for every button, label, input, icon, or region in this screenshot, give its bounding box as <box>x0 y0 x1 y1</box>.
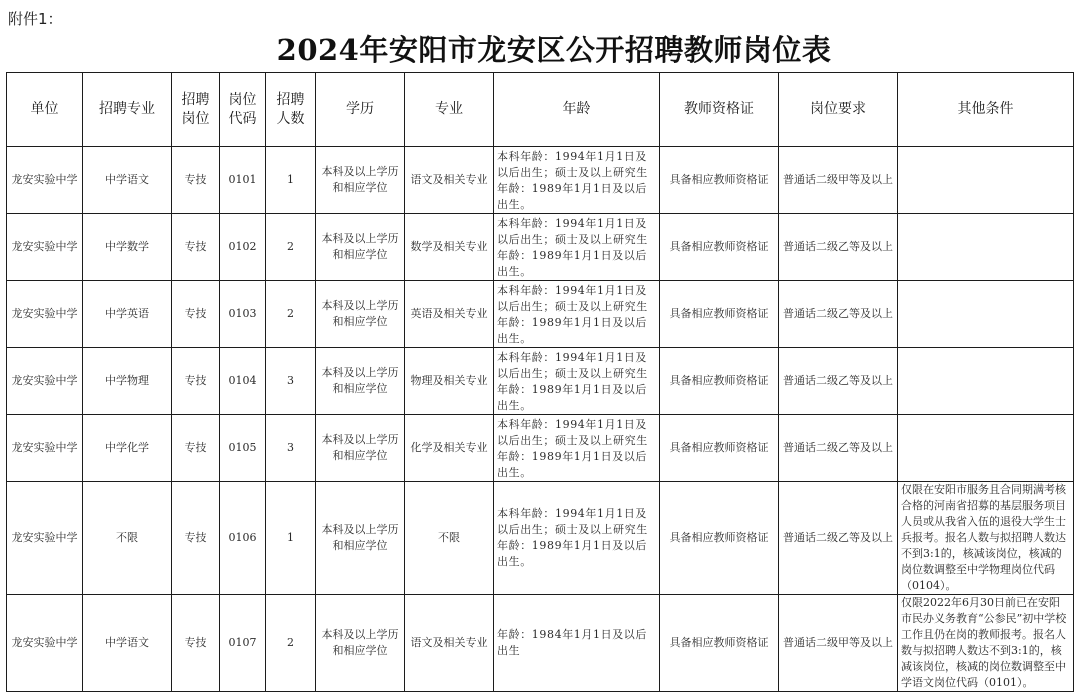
cell-unit: 龙安实验中学 <box>7 281 83 348</box>
cell-education-line2: 和相应学位 <box>332 382 388 395</box>
header-headcount-line1: 招聘 <box>276 91 305 108</box>
cell-education <box>316 595 405 692</box>
cell-major: 物理及相关专业 <box>405 348 494 415</box>
attachment-label: 附件1： <box>8 10 63 28</box>
table-row <box>7 482 1074 595</box>
cell-education <box>316 415 405 482</box>
cell-position-code: 0105 <box>220 415 266 482</box>
cell-education-line1: 本科及以上学历 <box>321 523 399 536</box>
cell-teacher-certificate: 具备相应教师资格证 <box>660 595 779 692</box>
cell-headcount: 2 <box>266 214 316 281</box>
cell-position-requirement: 普通话二级乙等及以上 <box>779 415 898 482</box>
cell-unit: 龙安实验中学 <box>7 482 83 595</box>
cell-age: 本科年龄：1994年1月1日及以后出生；硕士及以上研究生年龄：1989年1月1日及以后出生。 <box>494 348 660 415</box>
cell-major: 不限 <box>405 482 494 595</box>
cell-position-type: 专技 <box>172 482 220 595</box>
header-position-type-line1: 招聘 <box>181 91 210 108</box>
cell-education <box>316 214 405 281</box>
cell-teacher-certificate: 具备相应教师资格证 <box>660 482 779 595</box>
cell-education-line2: 和相应学位 <box>332 644 388 657</box>
header-major-recruited: 招聘专业 <box>83 73 172 147</box>
cell-position-type: 专技 <box>172 348 220 415</box>
cell-teacher-certificate: 具备相应教师资格证 <box>660 281 779 348</box>
header-position-code <box>220 73 266 147</box>
cell-education-line2: 和相应学位 <box>332 539 388 552</box>
cell-position-code: 0106 <box>220 482 266 595</box>
cell-unit: 龙安实验中学 <box>7 415 83 482</box>
cell-major-recruited: 中学英语 <box>83 281 172 348</box>
cell-headcount: 3 <box>266 348 316 415</box>
header-position-requirement: 岗位要求 <box>779 73 898 147</box>
header-major: 专业 <box>405 73 494 147</box>
cell-position-type: 专技 <box>172 415 220 482</box>
job-positions-table <box>6 72 1074 692</box>
cell-unit: 龙安实验中学 <box>7 348 83 415</box>
cell-education-line1: 本科及以上学历 <box>321 165 399 178</box>
cell-education-line2: 和相应学位 <box>332 248 388 261</box>
cell-headcount: 2 <box>266 281 316 348</box>
cell-unit: 龙安实验中学 <box>7 214 83 281</box>
cell-major: 语文及相关专业 <box>405 595 494 692</box>
cell-age: 本科年龄：1994年1月1日及以后出生；硕士及以上研究生年龄：1989年1月1日及以后出生。 <box>494 214 660 281</box>
cell-position-code: 0102 <box>220 214 266 281</box>
cell-position-type: 专技 <box>172 214 220 281</box>
cell-other-conditions <box>898 214 1074 281</box>
table-row <box>7 595 1074 692</box>
header-teacher-certificate: 教师资格证 <box>660 73 779 147</box>
cell-teacher-certificate: 具备相应教师资格证 <box>660 214 779 281</box>
table-row <box>7 348 1074 415</box>
cell-headcount: 3 <box>266 415 316 482</box>
cell-teacher-certificate: 具备相应教师资格证 <box>660 415 779 482</box>
cell-education <box>316 281 405 348</box>
cell-major: 化学及相关专业 <box>405 415 494 482</box>
header-age: 年龄 <box>494 73 660 147</box>
cell-position-requirement: 普通话二级甲等及以上 <box>779 147 898 214</box>
table-row <box>7 415 1074 482</box>
header-position-code-line2: 代码 <box>228 110 257 127</box>
table-row <box>7 214 1074 281</box>
cell-teacher-certificate: 具备相应教师资格证 <box>660 147 779 214</box>
cell-position-code: 0101 <box>220 147 266 214</box>
cell-unit: 龙安实验中学 <box>7 147 83 214</box>
cell-education <box>316 482 405 595</box>
header-headcount <box>266 73 316 147</box>
cell-major: 英语及相关专业 <box>405 281 494 348</box>
cell-major: 数学及相关专业 <box>405 214 494 281</box>
cell-other-conditions <box>898 281 1074 348</box>
cell-position-requirement: 普通话二级乙等及以上 <box>779 348 898 415</box>
cell-age: 年龄：1984年1月1日及以后出生 <box>494 595 660 692</box>
cell-education <box>316 147 405 214</box>
cell-position-requirement: 普通话二级乙等及以上 <box>779 281 898 348</box>
cell-major-recruited: 中学语文 <box>83 147 172 214</box>
cell-education <box>316 348 405 415</box>
page-title: 2024年安阳市龙安区公开招聘教师岗位表 <box>276 33 832 67</box>
cell-teacher-certificate: 具备相应教师资格证 <box>660 348 779 415</box>
cell-education-line1: 本科及以上学历 <box>321 366 399 379</box>
cell-headcount: 1 <box>266 482 316 595</box>
cell-age: 本科年龄：1994年1月1日及以后出生；硕士及以上研究生年龄：1989年1月1日及以后出生。 <box>494 147 660 214</box>
cell-other-conditions <box>898 147 1074 214</box>
cell-major-recruited: 中学化学 <box>83 415 172 482</box>
cell-education-line1: 本科及以上学历 <box>321 433 399 446</box>
header-position-type-line2: 岗位 <box>181 110 210 127</box>
cell-major-recruited: 不限 <box>83 482 172 595</box>
cell-major-recruited: 中学语文 <box>83 595 172 692</box>
table-row <box>7 281 1074 348</box>
cell-position-type: 专技 <box>172 281 220 348</box>
cell-education-line1: 本科及以上学历 <box>321 232 399 245</box>
cell-position-requirement: 普通话二级乙等及以上 <box>779 482 898 595</box>
cell-education-line2: 和相应学位 <box>332 315 388 328</box>
header-education: 学历 <box>316 73 405 147</box>
cell-education-line1: 本科及以上学历 <box>321 628 399 641</box>
cell-other-conditions: 仅限在安阳市服务且合同期满考核合格的河南省招募的基层服务项目人员或从我省入伍的退役大学生士兵报考。报名人数与拟招聘人数达不到3:1的，核减该岗位，核减的岗位数调整至中学物理岗位代码（0104）。 <box>898 482 1074 595</box>
cell-education-line1: 本科及以上学历 <box>321 299 399 312</box>
header-unit: 单位 <box>7 73 83 147</box>
cell-position-code: 0107 <box>220 595 266 692</box>
cell-other-conditions: 仅限2022年6月30日前已在安阳市民办义务教育“公参民”初中学校工作且仍在岗的教师报考。报名人数与拟招聘人数达不到3:1的，核减该岗位，核减的岗位数调整至中学语文岗位代码（0101）。 <box>898 595 1074 692</box>
cell-other-conditions <box>898 415 1074 482</box>
cell-education-line2: 和相应学位 <box>332 181 388 194</box>
cell-position-type: 专技 <box>172 147 220 214</box>
cell-position-type: 专技 <box>172 595 220 692</box>
header-position-code-line1: 岗位 <box>228 91 257 108</box>
cell-position-requirement: 普通话二级乙等及以上 <box>779 214 898 281</box>
cell-major-recruited: 中学物理 <box>83 348 172 415</box>
cell-education-line2: 和相应学位 <box>332 449 388 462</box>
header-other-conditions: 其他条件 <box>898 73 1074 147</box>
cell-age: 本科年龄：1994年1月1日及以后出生；硕士及以上研究生年龄：1989年1月1日及以后出生。 <box>494 281 660 348</box>
cell-major-recruited: 中学数学 <box>83 214 172 281</box>
table-header-row <box>7 73 1074 147</box>
cell-position-code: 0103 <box>220 281 266 348</box>
cell-headcount: 1 <box>266 147 316 214</box>
cell-headcount: 2 <box>266 595 316 692</box>
cell-age: 本科年龄：1994年1月1日及以后出生；硕士及以上研究生年龄：1989年1月1日及以后出生。 <box>494 482 660 595</box>
header-headcount-line2: 人数 <box>276 110 305 127</box>
cell-position-requirement: 普通话二级甲等及以上 <box>779 595 898 692</box>
table-row <box>7 147 1074 214</box>
cell-other-conditions <box>898 348 1074 415</box>
header-position-type <box>172 73 220 147</box>
cell-major: 语文及相关专业 <box>405 147 494 214</box>
cell-position-code: 0104 <box>220 348 266 415</box>
cell-age: 本科年龄：1994年1月1日及以后出生；硕士及以上研究生年龄：1989年1月1日及以后出生。 <box>494 415 660 482</box>
cell-unit: 龙安实验中学 <box>7 595 83 692</box>
